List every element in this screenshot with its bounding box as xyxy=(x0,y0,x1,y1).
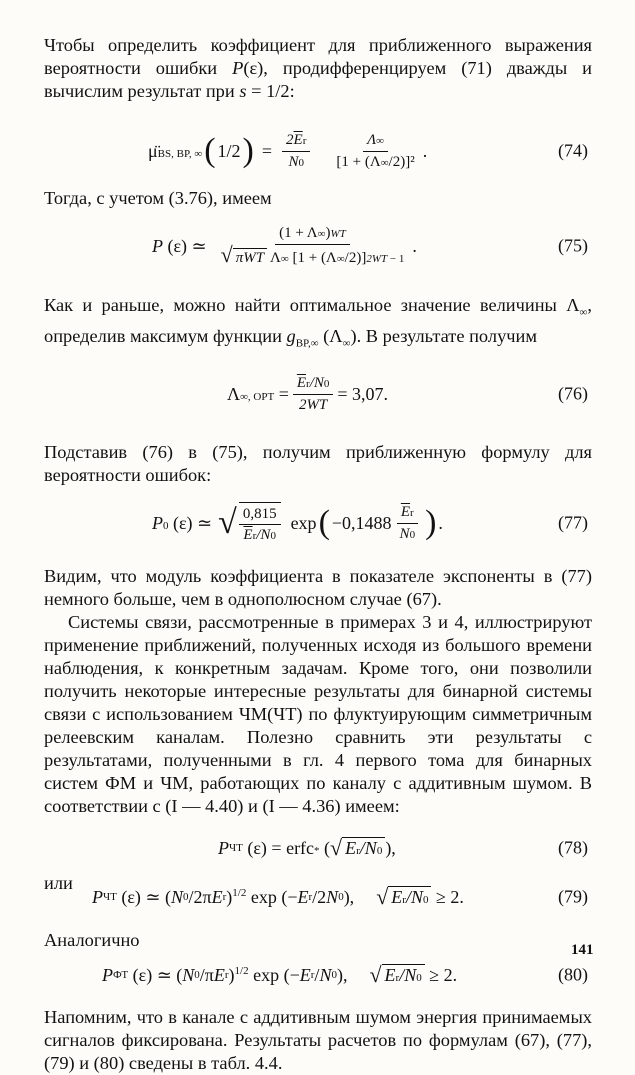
equation-80: P ФТ (ε) ≃ ( N 0 /π E r )$^{1/2}$ exp (− E r / N 0 ), √ Er/N0 ≥ 2. (80) xyxy=(102,962,588,988)
equation-77: P 0 (ε) ≃ √ $\frac{0,815}{\overline{E}r/N0}$ exp ( −0,1488 $\frac{\overline{E}r}{N0}$ ) . (77) xyxy=(152,503,588,543)
equation-number-80: (80) xyxy=(558,964,588,985)
paragraph-2: Тогда, с учетом (3.76), имеем xyxy=(44,188,272,208)
paragraph-8: Аналогично xyxy=(44,930,140,951)
paragraph-7: или xyxy=(44,873,73,894)
equation-number-75: (75) xyxy=(558,235,588,256)
paragraph-6: Системы связи, рассмотренные в примерах 3 и 4, иллюстрируют применение приближений, полученных исходя из большого времени наблюдения, к конкретным задачам. Кроме того, они позволили получить некоторые интересные результаты для бинарной системы связи с использованием ЧМ(ЧТ) по флуктуирующим симметричным релеевским каналам. Полезно сравнить эти результаты с результатами, полученными в гл. 4 первого тома для бинарных систем ФМ и ЧМ, работающих по каналу с аддитивным шумом. В соответствии с (I — 4.40) и (I — 4.36) имеем: xyxy=(44,612,592,817)
equation-78: P ЧТ (ε) = erfc* ( √ Er/N0 ), (78) xyxy=(218,835,588,861)
paragraph-4: Подставив (76) в (75), получим приближенную формулу для вероятности ошибок: xyxy=(44,442,592,486)
page-content xyxy=(44,34,592,1075)
equation-75: P (ε) ≃ $\frac{(1 + \Lambda\infty)WT}{\text{√ πWT Λ∞ [1 + (Λ∞/2)]2WT − 1}}$ . (75) xyxy=(152,225,588,267)
equation-76-result: = 3,07. xyxy=(337,383,389,404)
equation-number-76: (76) xyxy=(558,383,588,404)
equation-74: μ̈BS, BP, ∞ ( 1/2 ) = $\frac{2\overline{E}r}{N0}$ $\frac{\Lambda\infty}{\text{[1 + (Λ∞/2)]²}}$ . (74) xyxy=(148,131,588,170)
paragraph-3: Как и раньше, можно найти оптимальное значение величины $\Lambda_\infty$, определив максимум функции $g_{BP,\infty}$ $(\Lambda_\infty)$. В результате получим xyxy=(44,295,592,350)
paragraph-1: Чтобы определить коэффициент для приближенного выражения вероятности ошибки P(ε), продифференцируем (71) дважды и вычислим результат при s = 1/2: xyxy=(44,35,593,101)
equation-76: Λ∞, OPT = $\frac{\overline{E}r/N0}{2WT}$ = 3,07. (76) xyxy=(227,375,588,414)
page-number: 141 xyxy=(571,942,594,958)
equation-number-74: (74) xyxy=(558,140,588,161)
equation-number-77: (77) xyxy=(558,512,588,533)
paragraph-5: Видим, что модуль коэффициента в показателе экспоненты в (77) немного больше, чем в однополюсном случае (67). xyxy=(44,566,592,610)
equation-79: P ЧТ (ε) ≃ ( N 0 /2π E r )$^{1/2}$ exp (− E r /2 N 0 ), √ Er/N0 ≥ 2. (79) xyxy=(92,884,588,910)
paragraph-9: Напомним, что в канале с аддитивным шумом энергия принимаемых сигналов фиксирована. Результаты расчетов по формулам (67), (77), (79) и (80) сведены в табл. 4.4. xyxy=(44,1007,592,1074)
equation-number-78: (78) xyxy=(558,837,588,858)
equation-number-79: (79) xyxy=(558,886,588,907)
